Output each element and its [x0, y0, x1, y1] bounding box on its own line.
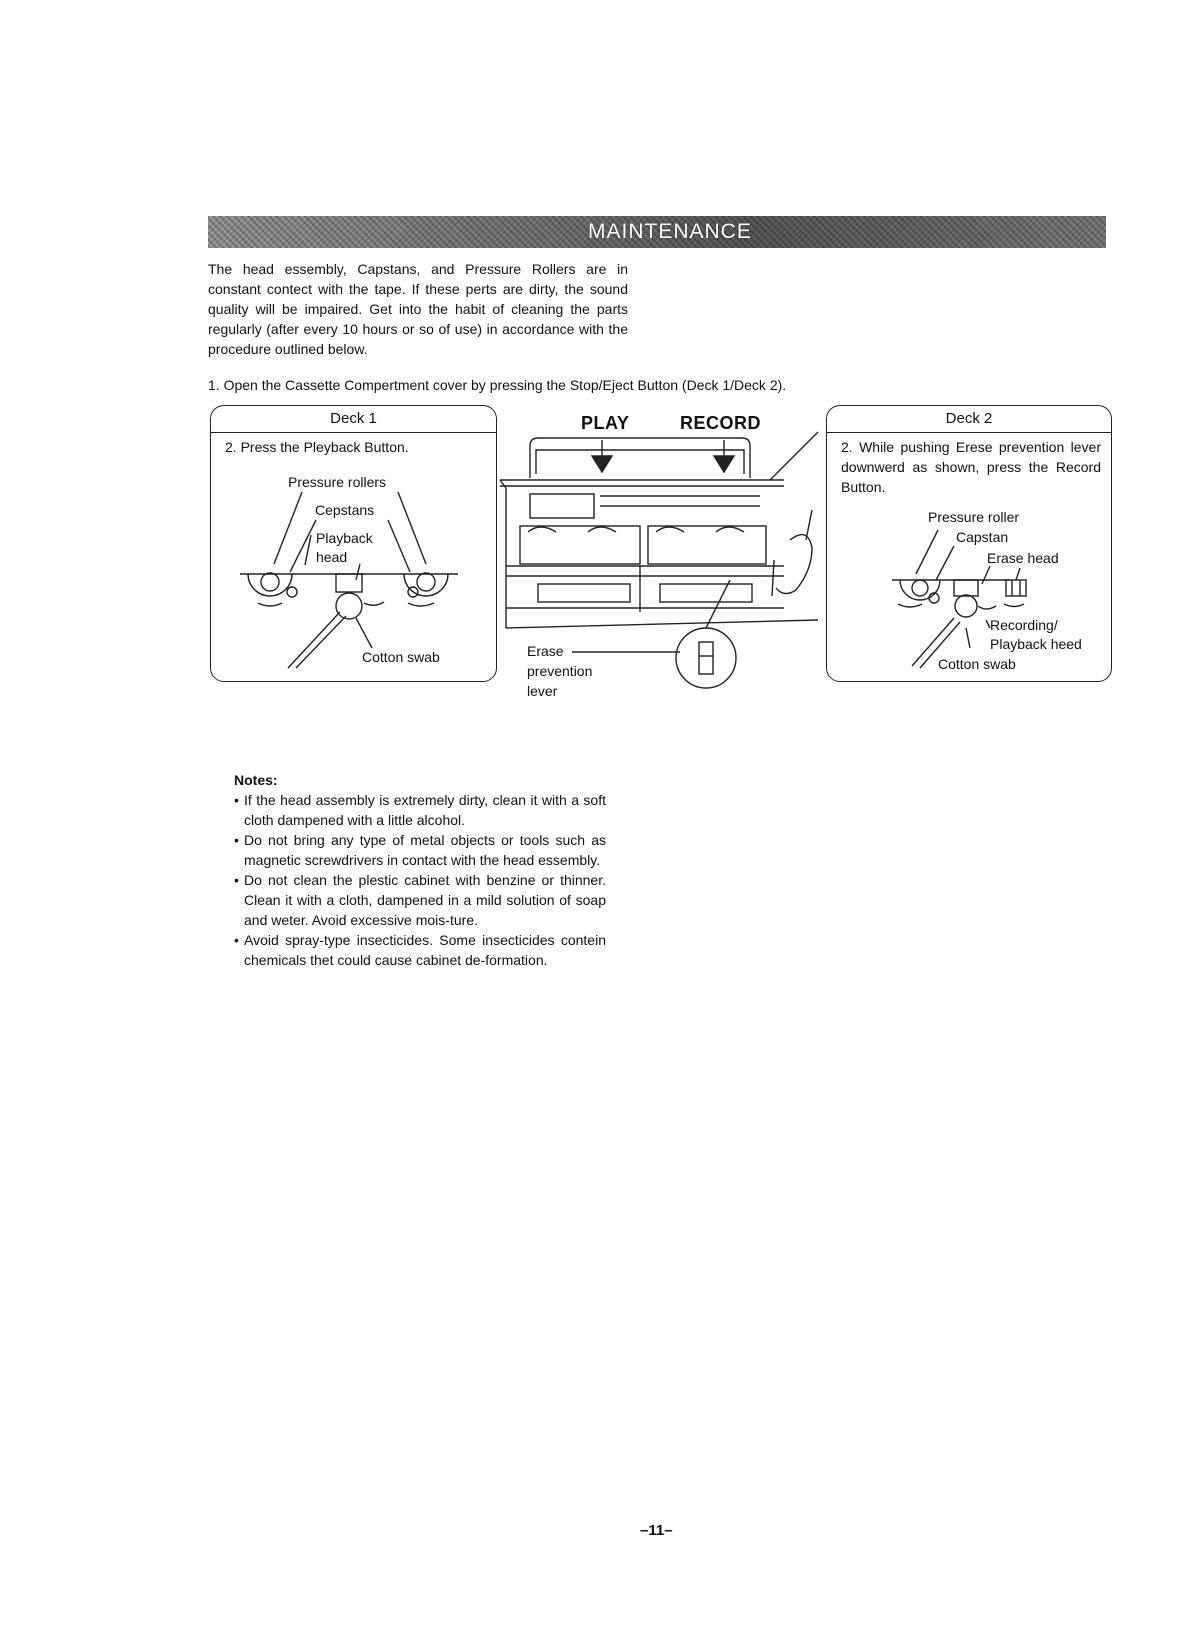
- section-title: MAINTENANCE: [588, 220, 752, 243]
- cotton-swab-label-deck2: Cotton swab: [938, 656, 1016, 672]
- deck1-title: Deck 1: [211, 406, 496, 433]
- erase-label-line1: Erase: [527, 643, 564, 659]
- capstans-label: Cepstans: [315, 502, 375, 518]
- record-label: RECORD: [680, 413, 762, 433]
- playback-label: Playback: [316, 530, 373, 546]
- deck2-title: Deck 2: [827, 406, 1111, 433]
- recording-label: Recording/: [990, 617, 1058, 633]
- maintenance-banner: [208, 216, 1106, 248]
- intro-paragraph: The head essembly, Capstans, and Pressure Rollers are in constant contect with the tape. If these perts are dirty, the sound quality will be impaired. Get into the habit of cleaning the parts regularly (after every 10 hours or so of use) in accordance with the procedure outlined below.: [208, 261, 628, 357]
- note-item: • Avoid spray-type insecticides. Some insecticides contein chemicals thet could cause cabinet de-formation.: [234, 930, 606, 970]
- erase-label-line3: lever: [527, 683, 558, 699]
- deck1-step-text: 2. Press the Pleyback Button.: [225, 439, 409, 455]
- play-label: PLAY: [581, 413, 630, 433]
- pressure-roller-label: Pressure roller: [928, 509, 1020, 525]
- erase-label-line2: prevention: [527, 663, 593, 679]
- note-item: • Do not bring any type of metal objects or tools such as magnetic screwdrivers in contact with the head essembly.: [234, 830, 606, 870]
- notes-section: [234, 770, 606, 970]
- page-number: –11–: [640, 1522, 673, 1539]
- cotton-swab-label-deck1: Cotton swab: [362, 649, 440, 665]
- note-item: • If the head assembly is extremely dirty, clean it with a soft cloth dampened with a little alcohol.: [234, 790, 606, 830]
- step-1-text: 1. Open the Cassette Compertment cover by pressing the Stop/Eject Button (Deck 1/Deck 2).: [208, 377, 787, 393]
- deck2-step-text: 2. While pushing Erese prevention lever downwerd as shown, press the Record Button.: [841, 439, 1101, 495]
- playback-head-label: Playback heed: [990, 636, 1082, 652]
- erase-head-label: Erase head: [987, 550, 1059, 566]
- pressure-rollers-label: Pressure rollers: [288, 474, 387, 490]
- notes-list: [234, 790, 606, 970]
- note-item: • Do not clean the plestic cabinet with benzine or thinner. Clean it with a cloth, dampened in a mild solution of soap and weter. Avoid excessive mois-ture.: [234, 870, 606, 930]
- notes-title: Notes:: [234, 772, 278, 788]
- capstan-label: Capstan: [956, 529, 1009, 545]
- head-label: head: [316, 549, 348, 565]
